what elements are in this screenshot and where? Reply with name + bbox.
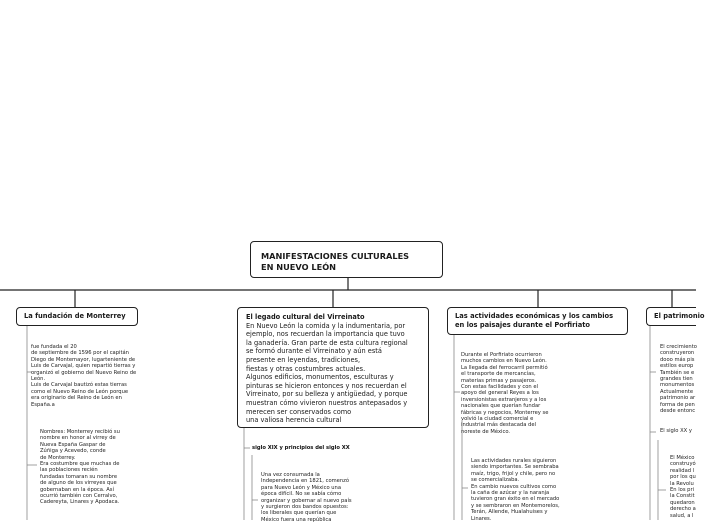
legado-body-line: se formó durante el Virreinato y aún está bbox=[246, 347, 382, 356]
note-line: la caña de azúcar y la naranja bbox=[471, 490, 550, 497]
note-line: monumentos bbox=[660, 382, 695, 389]
note-line: fundadas tomaran su nombre bbox=[40, 473, 118, 480]
legado-body-line: En Nuevo León la comida y la indumentaria, por bbox=[246, 321, 406, 330]
note-line: para Nuevo León y México una bbox=[261, 484, 342, 491]
note-line: Cadereyta, Linares y Apodaca. bbox=[40, 499, 120, 506]
legado-body-line: Virreinato, por su belleza y antigüedad, y porque bbox=[246, 390, 408, 399]
note-line: Actualmente bbox=[660, 388, 694, 395]
fundacion-note-2 bbox=[40, 429, 150, 506]
note-line: Linares. bbox=[471, 515, 492, 522]
note-line: muchos cambios en Nuevo León. bbox=[461, 358, 547, 365]
note-line: Zúñiga y Acevedo, conde bbox=[40, 448, 106, 455]
note-line: quedaron bbox=[670, 499, 695, 506]
note-line: Una vez consumada la bbox=[261, 472, 320, 478]
note-line: España.a bbox=[31, 401, 55, 408]
note-line: y surgieron dos bandos opuestos: bbox=[261, 504, 349, 511]
note-line: la Constit bbox=[670, 493, 695, 500]
note-line: salud, a l bbox=[670, 512, 694, 519]
note-line: León. bbox=[31, 376, 46, 383]
note-line: El crecimiento bbox=[660, 344, 697, 350]
note-line: los liberales que querían que bbox=[261, 510, 337, 517]
patrimonio-note-1 bbox=[660, 344, 696, 414]
note-line: fue fundada el 20 bbox=[31, 344, 77, 350]
note-line: Luis de Carvajal bautizó estas tierras bbox=[31, 382, 127, 389]
note-line: También se e bbox=[660, 369, 695, 376]
note-line: Nombres: Monterrey recibió su bbox=[40, 429, 120, 435]
note-line: desde entonc bbox=[660, 408, 696, 415]
note-line: las poblaciones recién bbox=[40, 467, 98, 474]
legado-body-line: la ganadería. Gran parte de esta cultura regional bbox=[246, 338, 408, 347]
topic-actividades[interactable] bbox=[447, 307, 628, 335]
topic-legado[interactable] bbox=[237, 307, 429, 428]
note-line: inversionistas extranjeros y a los bbox=[461, 396, 547, 403]
legado-body-line: Algunos edificios, monumentos, esculturas y bbox=[246, 373, 394, 382]
note-line: y se sembraron en Montemorelos, bbox=[471, 502, 560, 509]
note-line: fábricas y negocios, Monterrey se bbox=[461, 409, 549, 416]
note-line: el transporte de mercancías, bbox=[461, 371, 536, 378]
note-line: noreste de México. bbox=[461, 428, 511, 435]
legado-body-line: una valiosa herencia cultural bbox=[246, 416, 342, 425]
topic-legado-title: El legado cultural del Virreinato bbox=[246, 313, 365, 321]
note-line: realidad l bbox=[670, 467, 695, 474]
note-line: organizar y gobernar al nuevo país bbox=[261, 497, 352, 504]
patrimonio-note-3 bbox=[670, 455, 696, 519]
root-title-line1: MANIFESTACIONES CULTURALES bbox=[261, 251, 410, 261]
note-line: industrial más destacada del bbox=[461, 422, 536, 429]
note-line: de alguno de los virreyes que bbox=[40, 480, 117, 487]
topic-patrimonio[interactable] bbox=[646, 307, 705, 326]
legado-body-line: fiestas y otras costumbres actuales. bbox=[246, 364, 366, 373]
note-line: era originario del Reino de León en bbox=[31, 395, 122, 402]
legado-body-line: presente en leyendas, tradiciones, bbox=[246, 355, 361, 364]
topic-fundacion[interactable] bbox=[16, 307, 138, 326]
topic-patrimonio-title: El patrimonio bbox=[654, 312, 705, 320]
note-line: construyó bbox=[670, 461, 696, 468]
note-line: de Monterrey. bbox=[40, 454, 76, 461]
note-line: ocurrió también con Cerralvo, bbox=[40, 493, 118, 500]
note-line: gobernaban en la época. Así bbox=[40, 486, 114, 493]
note-line: estilos europ bbox=[660, 363, 694, 370]
note-line: Diego de Montemayor, lugarteniente de bbox=[31, 356, 136, 363]
topic-fundacion-title: La fundación de Monterrey bbox=[24, 312, 126, 320]
note-line: Con estas facilidades y con el bbox=[461, 384, 538, 391]
root-title-line2: EN NUEVO LEÓN bbox=[261, 261, 337, 272]
note-line: organizó el gobierno del Nuevo Reino de bbox=[31, 369, 137, 376]
note-line: volvió la ciudad comercial e bbox=[461, 416, 534, 423]
note-line: maíz, trigo, frijol y chile, pero no bbox=[471, 470, 556, 477]
note-line: de septiembre de 1596 por el capitán bbox=[31, 350, 129, 357]
note-line: Luis de Carvajal, quien repartió tierras y bbox=[31, 363, 136, 370]
note-line: En los pri bbox=[670, 487, 695, 494]
note-line: El siglo XX y bbox=[660, 428, 692, 434]
fundacion-note-1 bbox=[31, 344, 156, 408]
note-line: Terán, Allende, Hualahuises y bbox=[471, 509, 548, 516]
legado-body-line: pinturas se hicieron entonces y nos recuerdan el bbox=[246, 381, 407, 390]
note-line: nombre en honor al virrey de bbox=[40, 435, 116, 442]
note-line: como el Nuevo Reino de León porque bbox=[31, 388, 129, 395]
note-line: El México bbox=[670, 455, 695, 461]
note-line: Independencia en 1821, comenzó bbox=[261, 478, 350, 485]
actividades-note-2 bbox=[471, 458, 581, 522]
note-line: forma de pen bbox=[660, 401, 695, 408]
root-topic[interactable] bbox=[250, 241, 443, 278]
actividades-note-1 bbox=[461, 352, 576, 435]
topic-actividades-title-line1: Las actividades económicas y los cambios bbox=[455, 312, 614, 320]
topic-actividades-title-line2: en los paisajes durante el Porfiriato bbox=[455, 320, 591, 329]
legado-subtopic-siglo-xix[interactable]: siglo XIX y principios del siglo XX bbox=[252, 445, 350, 451]
note-line: Era costumbre que muchas de bbox=[40, 461, 120, 468]
note-line: la Revolu bbox=[670, 480, 694, 487]
note-line: por los qu bbox=[670, 474, 696, 481]
note-line: patrimonio ar bbox=[660, 395, 696, 402]
note-line: tuvieron gran éxito en el mercado bbox=[471, 496, 560, 503]
note-line: grandes tien bbox=[660, 376, 693, 383]
note-line: época difícil. No se sabía cómo bbox=[261, 491, 342, 498]
legado-body-line: ejemplo, nos recuerdan la importancia que tuvo bbox=[246, 330, 405, 339]
note-line: derecho a bbox=[670, 506, 696, 513]
note-line: apoyo del general Reyes a los bbox=[461, 390, 539, 397]
patrimonio-note-2 bbox=[660, 428, 696, 434]
legado-body-line: muestran cómo vivieron nuestros antepasados y bbox=[246, 398, 408, 407]
note-line: materias primas y pasajeros. bbox=[461, 377, 537, 384]
note-line: México fuera una república bbox=[261, 516, 332, 523]
note-line: siendo importantes. Se sembraba bbox=[471, 464, 559, 471]
note-line: Durante el Porfiriato ocurrieron bbox=[461, 352, 542, 358]
note-line: Nueva España Gaspar de bbox=[40, 441, 106, 448]
note-line: La llegada del ferrocarril permitió bbox=[461, 364, 548, 371]
legado-sub-note bbox=[261, 472, 371, 523]
note-line: construyeron bbox=[660, 350, 695, 357]
note-line: nacionales que querían fundar bbox=[461, 403, 541, 410]
note-line: dooo más pis bbox=[660, 356, 695, 363]
note-line: En cambio nuevos cultivos como bbox=[471, 483, 557, 490]
note-line: Las actividades rurales siguieron bbox=[471, 458, 557, 464]
legado-body-line: merecen ser conservados como bbox=[246, 407, 352, 416]
note-line: se comercializaba. bbox=[471, 477, 520, 484]
